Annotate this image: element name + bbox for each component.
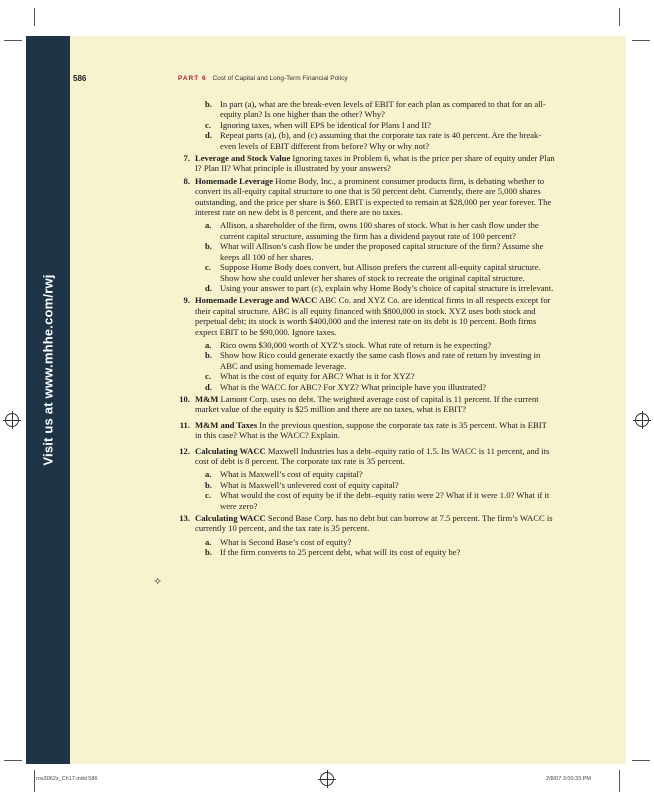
problem-10: 10. M&M Lamont Corp. uses no debt. The weighted average cost of capital is 11 percent. If the current market value of the equity is $25 million and there are no taxes, what is EBIT? — [179, 393, 539, 415]
list-item: b. Show how Rico could generate exactly the same cash flows and rate of return by investing in ABC and using homemade leverage. — [205, 350, 541, 371]
list-item: a. Allison, a shareholder of the firm, owns 100 shares of stock. What is her cash flow under the current capital structure, assuming the firm has a dividend payout rate of 100 percent? — [205, 220, 539, 241]
list-item: b. If the firm converts to 25 percent debt, what will its cost of equity be? — [205, 547, 461, 558]
problem-8: 8. Homemade Leverage Home Body, Inc., a prominent consumer products firm, is debating whether to convert its all-equity capital structure to one that is 50 percent debt. Currently, there are 5,000 shares outstanding, and the price per share is $60. EBIT is expected to remain at $28,000 per year forever. The interest rate on new debt is 8 percent, and there are no taxes. — [183, 175, 552, 218]
list-item: d. Repeat parts (a), (b), and (c) assuming that the corporate tax rate is 40 percent. Are the break-even levels of EBIT different from before? Why or why not? — [205, 130, 542, 151]
footer-datetime: 2/8/07 3:00:33 PM — [546, 776, 591, 782]
registration-mark-icon — [635, 413, 649, 427]
list-item: b. In part (a), what are the break-even levels of EBIT for each plan as compared to that for an all-equity plan? Is one higher than the other? Why? — [205, 99, 546, 120]
list-item: a. What is Maxwell’s cost of equity capital? — [205, 469, 363, 480]
list-item: a. Rico owns $30,000 worth of XYZ’s stock. What rate of return is he expecting? — [205, 339, 492, 350]
list-item: a. What is Second Base’s cost of equity? — [205, 536, 352, 547]
registration-mark-icon — [5, 413, 19, 427]
crop-mark — [34, 770, 35, 792]
sidebar-url[interactable]: Visit us at www.mhhe.com/rwj — [40, 274, 56, 466]
crop-mark — [619, 770, 620, 792]
list-item: b. What will Allison’s cash flow be under the proposed capital structure of the firm? Assume she keeps all 100 of her shares. — [205, 241, 544, 262]
list-item: d. What is the WACC for ABC? For XYZ? What principle have you illustrated? — [205, 381, 487, 392]
list-item: c. What is the cost of equity for ABC? What is it for XYZ? — [205, 371, 415, 382]
list-item: c. What would the cost of equity be if the debt–equity ratio were 2? What if it were 1.0? What if it were zero? — [205, 490, 550, 511]
crop-mark — [4, 40, 22, 41]
list-item: b. What is Maxwell’s unlevered cost of equity capital? — [205, 479, 399, 490]
problem-11: 11. M&M and Taxes In the previous question, suppose the corporate tax rate is 35 percent. What is EBIT in this case? What is the WACC? Explain. — [179, 419, 547, 441]
crop-mark — [632, 40, 650, 41]
footer-file: ros3062x_Ch17.indd 586 — [36, 776, 98, 782]
crop-mark — [619, 8, 620, 26]
problem-12: 12. Calculating WACC Maxwell Industries has a debt–equity ratio of 1.5. Its WACC is 11 percent, and its cost of debt is 8 percent. The corporate tax rate is 35 percent. — [179, 445, 550, 466]
problem-list — [175, 99, 555, 558]
part-label: PART 6 — [178, 75, 207, 82]
registration-mark-icon — [320, 772, 334, 786]
list-item: c. Suppose Home Body does convert, but Allison prefers the current all-equity capital structure. Show how she could unlever her shares of stock to recreate the original capital structure. — [205, 262, 541, 283]
crop-mark — [4, 760, 22, 761]
list-item: d. Using your answer to part (c), explain why Home Body’s choice of capital structure is irrelevant. — [205, 282, 554, 293]
list-item: c. Ignoring taxes, when will EPS be identical for Plans I and II? — [205, 119, 431, 130]
running-head — [178, 75, 348, 82]
problem-13: 13. Calculating WACC Second Base Corp. has no debt but can borrow at 7.5 percent. The firm’s WACC is currently 10 percent, and the tax rate is 35 percent. — [179, 513, 553, 534]
crop-mark — [34, 8, 35, 26]
problem-9: 9. Homemade Leverage and WACC ABC Co. and XYZ Co. are identical firms in all respects except for their capital structure. ABC is all equity financed with $800,000 in stock. XYZ uses both stock and perpetual debt; its stock is worth $400,000 and the interest rate on its debt is 10 percent. Both firms expect EBIT to be $90,000. Ignore taxes. — [183, 295, 551, 337]
crop-mark — [632, 760, 650, 761]
page-number: 586 — [73, 74, 87, 83]
problem-7: 7. Leverage and Stock Value Ignoring taxes in Problem 6, what is the price per share of equity under Plan I? Plan II? What principle is illustrated by your answers? — [183, 153, 555, 174]
challenge-hand-icon: ✧ — [153, 575, 163, 588]
part-title: Cost of Capital and Long-Term Financial Policy — [212, 75, 348, 82]
